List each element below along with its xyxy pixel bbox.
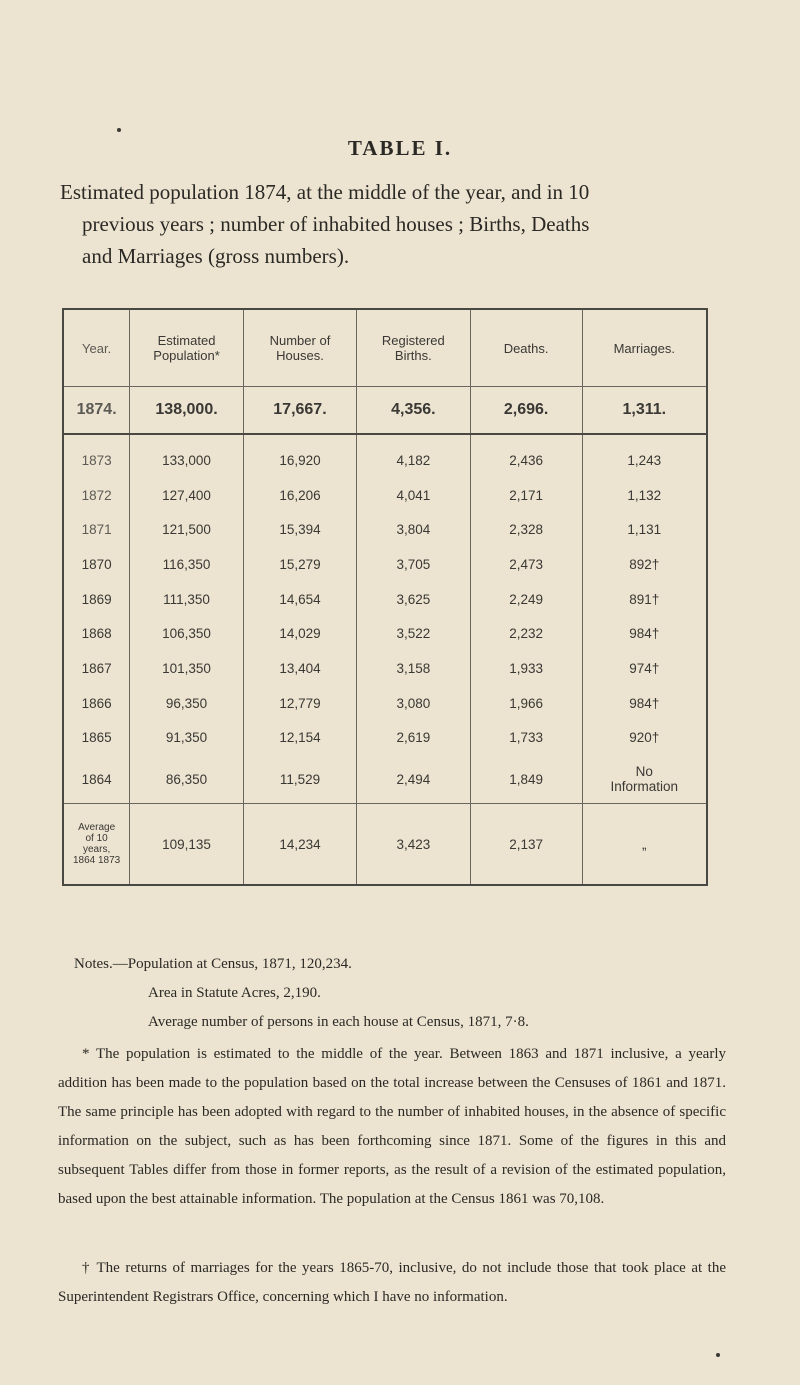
cell-population: 138,000. — [130, 387, 244, 435]
cell-marriages: 1,311. — [582, 387, 707, 435]
cell-population: 106,350 — [130, 616, 244, 651]
header-marriages: Marriages. — [582, 309, 707, 387]
cell-marriages: 1,131 — [582, 512, 707, 547]
cell-births: 3,625 — [357, 582, 471, 617]
statistics-table — [62, 308, 708, 886]
cell-marriages: 974† — [582, 651, 707, 686]
note-census-population: Notes.—Population at Census, 1871, 120,234. — [74, 956, 352, 972]
cell-births: 2,494 — [357, 755, 471, 804]
header-births: Registered Births. — [357, 309, 471, 387]
cell-deaths: 1,933 — [470, 651, 582, 686]
cell-marriages: No Information — [582, 755, 707, 804]
table-row — [63, 721, 707, 756]
header-population: Estimated Population* — [130, 309, 244, 387]
cell-houses: 16,206 — [243, 478, 356, 513]
cell-population: 111,350 — [130, 582, 244, 617]
cell-year: 1873 — [63, 434, 130, 478]
cell-houses: 17,667. — [243, 387, 356, 435]
cell-marriages: 920† — [582, 721, 707, 756]
caption-line-1: Estimated population 1874, at the middle of the year, and in 10 — [60, 180, 590, 204]
cell-marriages: 892† — [582, 547, 707, 582]
cell-births: 3,522 — [357, 616, 471, 651]
cell-year: 1870 — [63, 547, 130, 582]
table-row — [63, 512, 707, 547]
caption-line-2: previous years ; number of inhabited houses ; Births, Deaths — [82, 212, 590, 236]
cell-year: 1871 — [63, 512, 130, 547]
cell-marriages: 1,243 — [582, 434, 707, 478]
cell-births: 4,041 — [357, 478, 471, 513]
cell-houses: 12,154 — [243, 721, 356, 756]
cell-houses: 11,529 — [243, 755, 356, 804]
cell-year: 1869 — [63, 582, 130, 617]
cell-marriages: 984† — [582, 616, 707, 651]
header-deaths: Deaths. — [470, 309, 582, 387]
notes — [74, 950, 529, 1037]
cell-houses: 12,779 — [243, 686, 356, 721]
table-row — [63, 434, 707, 478]
cell-year: 1868 — [63, 616, 130, 651]
cell-deaths: 2,249 — [470, 582, 582, 617]
cell-year: 1872 — [63, 478, 130, 513]
cell-population: 133,000 — [130, 434, 244, 478]
average-row — [63, 804, 707, 886]
cell-births: 3,158 — [357, 651, 471, 686]
cell-average-label: Average of 10 years, 1864 1873 — [63, 804, 130, 886]
print-speck — [716, 1353, 720, 1357]
cell-deaths: 2,232 — [470, 616, 582, 651]
cell-marriages: „ — [582, 804, 707, 886]
cell-marriages: 1,132 — [582, 478, 707, 513]
cell-population: 127,400 — [130, 478, 244, 513]
cell-year: 1865 — [63, 721, 130, 756]
cell-births: 4,356. — [357, 387, 471, 435]
cell-deaths: 2,473 — [470, 547, 582, 582]
cell-deaths: 1,733 — [470, 721, 582, 756]
cell-deaths: 2,171 — [470, 478, 582, 513]
table-row — [63, 387, 707, 435]
cell-year: 1864 — [63, 755, 130, 804]
cell-houses: 15,279 — [243, 547, 356, 582]
header-year: Year. — [63, 309, 130, 387]
table-caption — [60, 176, 720, 272]
print-speck — [117, 128, 121, 132]
cell-deaths: 2,328 — [470, 512, 582, 547]
table-row — [63, 651, 707, 686]
table-row — [63, 582, 707, 617]
cell-births: 3,080 — [357, 686, 471, 721]
cell-year: 1874. — [63, 387, 130, 435]
cell-population: 96,350 — [130, 686, 244, 721]
cell-deaths: 1,849 — [470, 755, 582, 804]
table-row — [63, 686, 707, 721]
cell-population: 121,500 — [130, 512, 244, 547]
footnote-marriages: † The returns of marriages for the years 1865-70, inclusive, do not include those that took place at the Superintendent Registrars Office, concerning which I have no information. — [58, 1260, 726, 1305]
cell-deaths: 1,966 — [470, 686, 582, 721]
cell-births: 3,705 — [357, 547, 471, 582]
cell-births: 2,619 — [357, 721, 471, 756]
table-header-row — [63, 309, 707, 387]
note-persons-per-house: Average number of persons in each house at Census, 1871, 7·8. — [148, 1014, 529, 1030]
cell-houses: 14,029 — [243, 616, 356, 651]
caption-line-3: and Marriages (gross numbers). — [82, 244, 350, 268]
cell-houses: 16,920 — [243, 434, 356, 478]
cell-births: 4,182 — [357, 434, 471, 478]
table-title: TABLE I. — [347, 136, 453, 160]
footnote-population: * The population is estimated to the middle of the year. Between 1863 and 1871 inclusive, a yearly addition has been made to the population based on the total increase between the Censuses of 1861 and 1871. The same principle has been adopted with regard to the number of inhabited houses, in the absence of specific information on the subject, such as has been forthcoming since 1871. Some of the figures in this and subsequent Tables differ from those in former reports, as the result of a revision of the estimated population, based upon the best attainable information. The population at the Census 1861 was 70,108. — [58, 1046, 726, 1207]
cell-houses: 15,394 — [243, 512, 356, 547]
cell-houses: 14,654 — [243, 582, 356, 617]
cell-population: 109,135 — [130, 804, 244, 886]
cell-population: 91,350 — [130, 721, 244, 756]
cell-year: 1866 — [63, 686, 130, 721]
cell-births: 3,423 — [357, 804, 471, 886]
cell-year: 1867 — [63, 651, 130, 686]
cell-deaths: 2,137 — [470, 804, 582, 886]
cell-houses: 14,234 — [243, 804, 356, 886]
cell-marriages: 984† — [582, 686, 707, 721]
header-houses: Number of Houses. — [243, 309, 356, 387]
table-row — [63, 547, 707, 582]
table-row — [63, 478, 707, 513]
cell-marriages: 891† — [582, 582, 707, 617]
cell-population: 86,350 — [130, 755, 244, 804]
note-area: Area in Statute Acres, 2,190. — [148, 985, 321, 1001]
table-row — [63, 755, 707, 804]
cell-deaths: 2,436 — [470, 434, 582, 478]
cell-deaths: 2,696. — [470, 387, 582, 435]
cell-houses: 13,404 — [243, 651, 356, 686]
cell-population: 116,350 — [130, 547, 244, 582]
cell-population: 101,350 — [130, 651, 244, 686]
table-row — [63, 616, 707, 651]
cell-births: 3,804 — [357, 512, 471, 547]
